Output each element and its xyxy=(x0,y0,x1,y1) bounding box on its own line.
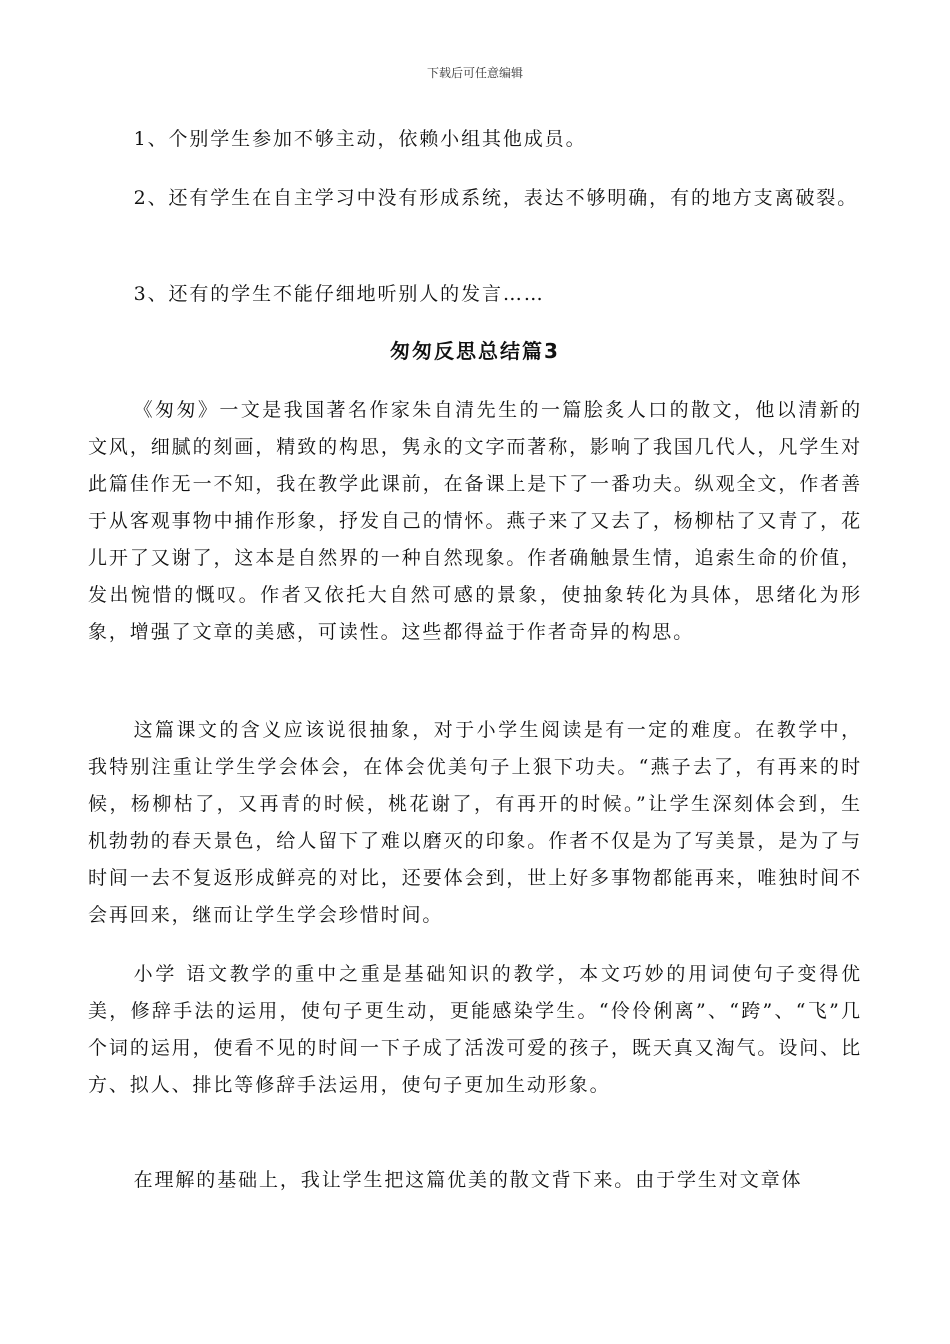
paragraph-1: 《匆匆》一文是我国著名作家朱自清先生的一篇脍炙人口的散文，他以清新的文风，细腻的刻画，精致的构思，隽永的文字而著称，影响了我国几代人，凡学生对此篇佳作无一不知，我在教学此课前，在备课上是下了一番功夫。纵观全文，作者善于从客观事物中捕作形象，抒发自己的情怀。燕子来了又去了，杨柳枯了又青了，花儿开了又谢了，这本是自然界的一种自然现象。作者确触景生情，追索生命的价值，发出惋惜的慨叹。作者又依托大自然可感的景象，使抽象转化为具体，思绪化为形象，增强了文章的美感，可读性。这些都得益于作者奇异的构思。 xyxy=(88,399,862,643)
list-item-1: 1、个别学生参加不够主动，依赖小组其他成员。 xyxy=(133,128,587,150)
list-item-2: 2、还有学生在自主学习中没有形成系统，表达不够明确，有的地方支离破裂。 xyxy=(133,187,859,209)
paragraph-4: 在理解的基础上，我让学生把这篇优美的散文背下来。由于学生对文章体 xyxy=(133,1169,803,1191)
list-item-3: 3、还有的学生不能仔细地听别人的发言…… xyxy=(133,283,545,305)
page-header: 下载后可任意编辑 xyxy=(426,66,523,80)
paragraph-2: 这篇课文的含义应该说很抽象，对于小学生阅读是有一定的难度。在教学中，我特别注重让学生学会体会，在体会优美句子上狠下功夫。“燕子去了，有再来的时候，杨柳枯了，又再青的时候，桃花谢了，有再开的时候。”让学生深刻体会到，生机勃勃的春天景色，给人留下了难以磨灭的印象。作者不仅是为了写美景，是为了与时间一去不复返形成鲜亮的对比，还要体会到，世上好多事物都能再来，唯独时间不会再回来，继而让学生学会珍惜时间。 xyxy=(88,719,862,926)
paragraph-3: 小学 语文教学的重中之重是基础知识的教学，本文巧妙的用词使句子变得优美，修辞手法的运用，使句子更生动，更能感染学生。“伶伶俐离”、“跨”、“飞”几个词的运用，使看不见的时间一下子成了活泼可爱的孩子，既天真又淘气。设问、比方、拟人、排比等修辞手法运用，使句子更加生动形象。 xyxy=(88,963,862,1096)
section-title: 匆匆反思总结篇3 xyxy=(390,339,560,363)
